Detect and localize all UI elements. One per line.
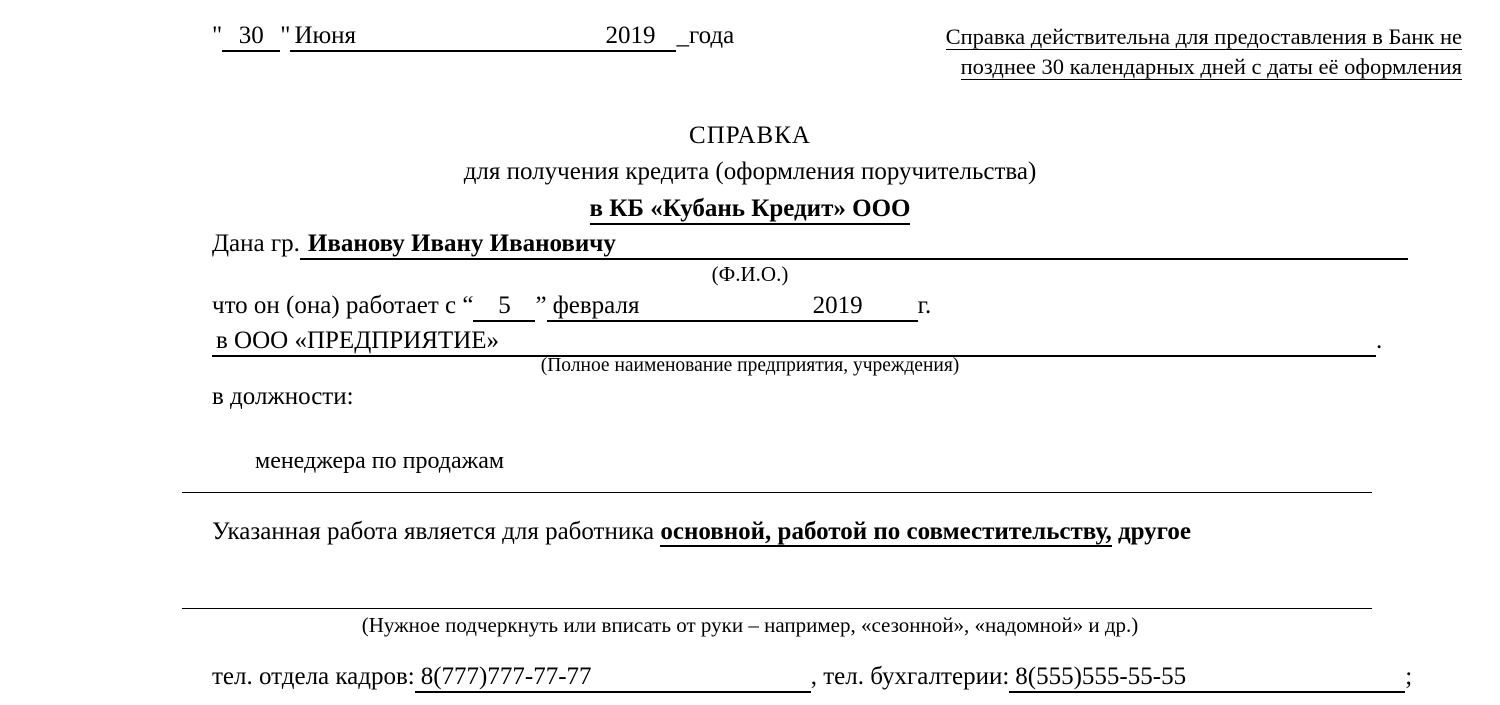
document-date-line (212, 22, 772, 52)
employment-year-suffix: г. (917, 292, 932, 319)
work-type-caption: (Нужное подчеркнуть или вписать от руки – например, «сезонной», «надомной» и др.) (361, 613, 1139, 637)
company-caption: (Полное наименование предприятия, учреждения) (540, 355, 960, 376)
date-year-field[interactable]: 2019 (584, 22, 676, 52)
phones-separator: , тел. бухгалтерии: (810, 663, 1010, 690)
statement-divider (182, 608, 1372, 609)
phones-tail: ; (1405, 663, 1413, 690)
bank-name-line (0, 195, 1500, 223)
employment-quote-close: ” (535, 292, 547, 319)
employment-start-row (212, 292, 931, 322)
company-row (212, 327, 1383, 357)
position-divider (182, 492, 1372, 493)
validity-notice-line-1: Справка действительна для предоставления в Банк не (945, 24, 1462, 49)
date-year-suffix: _года (676, 22, 735, 49)
work-type-prefix: Указанная работа является для работника (212, 518, 661, 545)
position-value-field[interactable]: менеджера по продажам (255, 448, 505, 474)
validity-notice-line-2: позднее 30 календарных дней с даты её оформления (960, 54, 1462, 79)
quote-open: " (212, 22, 223, 49)
issued-to-row (212, 230, 1462, 260)
company-name-field[interactable]: в ООО «ПРЕДПРИЯТИЕ» (212, 327, 1376, 357)
issued-to-label: Дана гр. (212, 230, 300, 257)
hr-phone-field[interactable]: 8(777)777-77-77 (415, 663, 811, 693)
page-subtitle: для получения кредита (оформления поручительства) (463, 158, 1037, 185)
employment-month-field[interactable]: февраля (547, 292, 758, 322)
fio-caption: (Ф.И.О.) (711, 262, 789, 286)
accounting-phone-field[interactable]: 8(555)555-55-55 (1009, 663, 1405, 693)
date-day-field[interactable]: 30 (222, 22, 280, 52)
phones-row (212, 663, 1413, 693)
fio-field[interactable]: Иванову Ивану Ивановичу (300, 230, 1408, 260)
employment-day-field[interactable]: 5 (473, 292, 535, 322)
work-type-statement (212, 515, 1392, 549)
header-row (0, 22, 1500, 92)
page-title: СПРАВКА (689, 122, 811, 149)
hr-phone-label: тел. отдела кадров: (212, 663, 415, 690)
quote-close: " (280, 22, 291, 49)
employment-start-prefix: что он (она) работает с “ (212, 292, 474, 319)
company-tail: . (1376, 327, 1383, 354)
work-type-underlined[interactable]: основной, работой по совместительству, (660, 518, 1112, 545)
date-month-field[interactable]: Июня (290, 22, 584, 52)
position-label: в должности: (212, 383, 354, 410)
work-type-rest[interactable]: другое (1111, 518, 1191, 545)
employment-year-field[interactable]: 2019 (758, 292, 918, 322)
bank-name: в КБ «Кубань Кредит» ООО (590, 195, 911, 225)
validity-notice (722, 22, 1462, 82)
